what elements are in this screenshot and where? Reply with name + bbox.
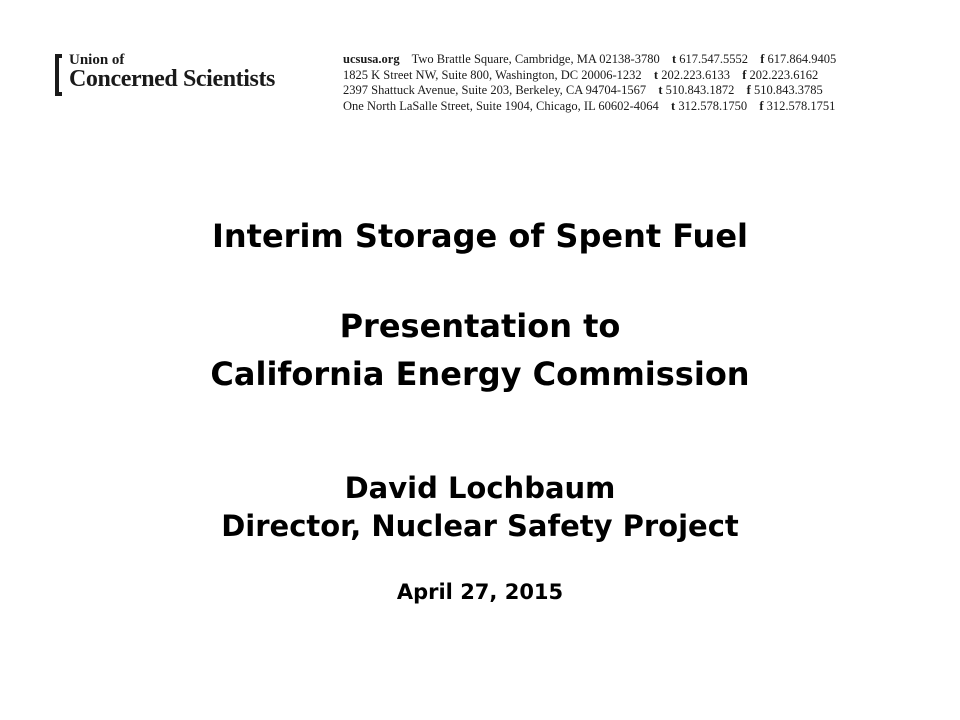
presentation-line-1: Presentation to — [339, 307, 621, 345]
slide-title: Interim Storage of Spent Fuel — [211, 217, 748, 255]
fax-number: 617.864.9405 — [767, 52, 837, 66]
fax-label: f — [760, 52, 765, 66]
office-row-chicago — [343, 99, 923, 115]
phone-label: t — [658, 83, 663, 97]
presentation-line-2: California Energy Commission — [210, 355, 750, 393]
phone-label: t — [671, 52, 677, 66]
phone-label: t — [653, 67, 659, 82]
office-address: 2397 Shattuck Avenue, Suite 203, Berkeley, CA 94704-1567 — [343, 83, 647, 97]
fax-number: 510.843.3785 — [753, 83, 823, 97]
presentation-date: April 27, 2015 — [396, 580, 564, 604]
presenter-title: Director, Nuclear Safety Project — [221, 509, 739, 543]
fax-number: 312.578.1751 — [766, 98, 836, 113]
office-row-washington — [343, 68, 923, 84]
fax-label: f — [742, 67, 747, 82]
ucs-logo — [55, 50, 335, 100]
office-row-cambridge — [343, 52, 923, 68]
office-address: One North LaSalle Street, Suite 1904, Chicago, IL 60602-4064 — [343, 98, 659, 113]
fax-label: f — [759, 98, 764, 113]
office-address: 1825 K Street NW, Suite 800, Washington, DC 20006-1232 — [343, 67, 642, 82]
logo-line-1: Union of — [69, 52, 125, 68]
office-row-berkeley — [343, 83, 923, 99]
logo-bracket-icon — [55, 54, 62, 96]
office-addresses — [343, 52, 923, 114]
phone-number: 312.578.1750 — [678, 98, 748, 113]
fax-label: f — [746, 83, 751, 97]
phone-number: 510.843.1872 — [665, 83, 735, 97]
letterhead — [55, 48, 915, 128]
website-text: ucsusa.org — [343, 52, 400, 66]
presenter-name: David Lochbaum — [344, 471, 616, 505]
logo-line-2: Concerned Scientists — [69, 66, 275, 92]
phone-number: 617.547.5552 — [679, 52, 748, 66]
phone-label: t — [671, 98, 676, 113]
office-address: Two Brattle Square, Cambridge, MA 02138-3780 — [411, 52, 660, 66]
fax-number: 202.223.6162 — [749, 67, 819, 82]
phone-number: 202.223.6133 — [661, 67, 730, 82]
